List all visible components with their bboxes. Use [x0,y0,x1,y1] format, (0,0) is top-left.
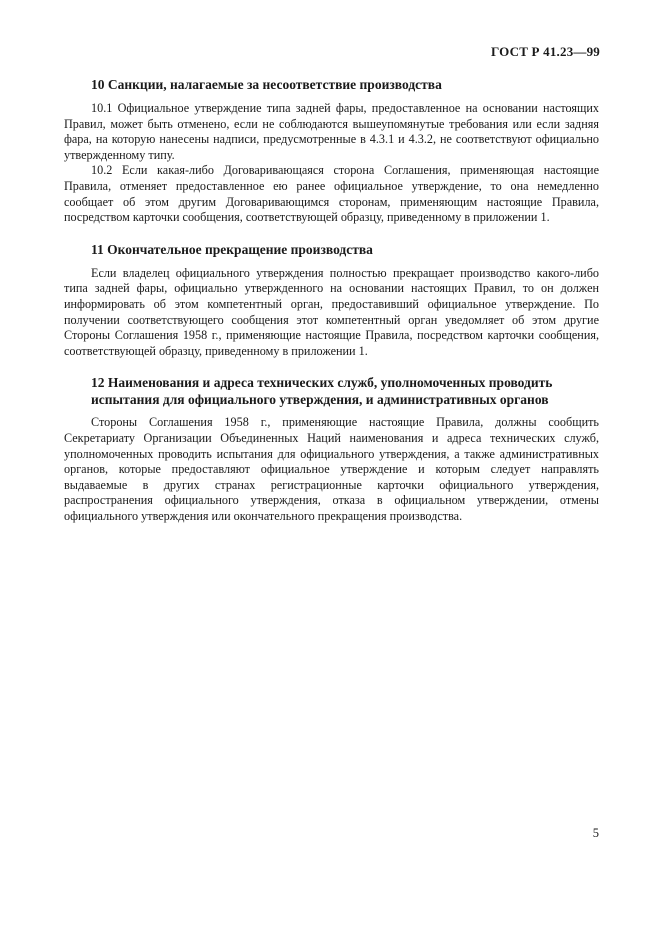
section-12 [64,374,599,524]
section-title: 11 Окончательное прекращение производства [91,241,373,257]
document-body [64,76,599,539]
paragraph: Если владелец официального утверждения полностью прекращает производство какого-либо типа задней фары, официально утвержденного на основании настоящих Правил, то он должен информировать об этом компетентный орган, предоставивший официальное утверждение. По получении соответствующего сообщения этот компетентный орган уведомляет об этом другие Стороны Соглашения 1958 г., применяющие настоящие Правила, посредством карточки сообщения, соответствующей образцу, приведенному в приложении 1. [64,265,599,358]
page-number: 5 [592,826,599,840]
section-title: 12 Наименования и адреса технических служб, уполномоченных проводить испытания для официального утверждения, и административных органов [91,375,553,408]
paragraph: 10.2 Если какая-либо Договаривающаяся сторона Соглашения, применяющая настоящие Правила, отменяет предоставленное ею ранее официальное утверждение, то она немедленно сообщает об этом другим Договаривающимся сторонам, применяющим настоящие Правила, посредством карточки сообщения, соответствующей образцу, приведенному в приложении 1. [64,163,599,225]
paragraph: 10.1 Официальное утверждение типа задней фары, предоставленное на основании настоящих Правил, может быть отменено, если не соблюдаются вышеупомянутые требования или если задняя фара, на которую нанесены надписи, предусмотренные в 4.3.1 и 4.3.2, не соответствуют официально утвержденному типу. [64,101,599,162]
section-title: 10 Санкции, налагаемые за несоответствие производства [91,77,442,92]
section-11 [64,241,599,360]
section-10 [64,76,599,226]
document-id-header: ГОСТ Р 41.23—99 [491,44,600,59]
paragraph: Стороны Соглашения 1958 г., применяющие настоящие Правила, должны сообщить Секретариату Организации Объединенных Наций наименования и адреса технических служб, уполномоченных проводить испытания для официального утверждения, а также административных органов, которые предоставляют официальное утверждение и которым следует направлять выдаваемые в других странах регистрационные карточки официального утверждения, распространения официального утверждения, отказа в официальном утверждении, отмены официального утверждения или окончательного прекращения производства. [64,415,599,523]
